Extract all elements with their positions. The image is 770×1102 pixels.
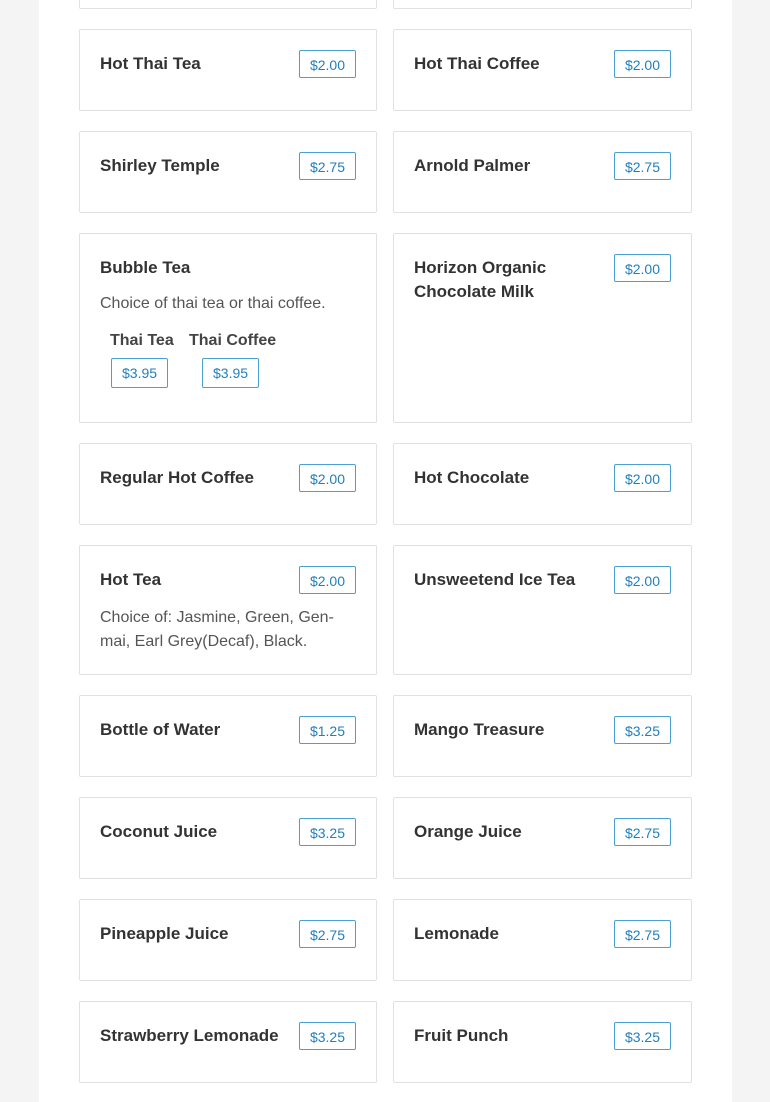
item-name: Regular Hot Coffee	[100, 468, 254, 487]
menu-item-card[interactable]	[393, 233, 692, 423]
menu-item-card[interactable]	[79, 131, 377, 213]
item-name: Coconut Juice	[100, 822, 218, 841]
price-button[interactable]: $2.00	[614, 566, 671, 594]
menu-item-card[interactable]	[393, 899, 692, 981]
option-price-button[interactable]: $3.95	[111, 358, 168, 388]
menu-item-card[interactable]	[393, 1001, 692, 1083]
option-price-button[interactable]: $3.95	[202, 358, 259, 388]
item-name: Horizon Organic Chocolate Milk	[414, 258, 547, 301]
item-name: Mango Treasure	[414, 720, 545, 739]
price-button[interactable]: $3.25	[614, 1022, 671, 1050]
menu-item-card[interactable]	[393, 545, 692, 675]
item-name: Bottle of Water	[100, 720, 221, 739]
price-button[interactable]: $1.25	[299, 716, 356, 744]
item-name: Orange Juice	[414, 822, 522, 841]
price-button[interactable]: $2.00	[299, 464, 356, 492]
menu-item-card[interactable]	[393, 797, 692, 879]
menu-item-card-partial[interactable]	[79, 0, 377, 9]
option-label: Thai Tea	[110, 332, 174, 349]
price-button[interactable]: $3.25	[299, 1022, 356, 1050]
price-button[interactable]: $2.00	[614, 254, 671, 282]
menu-item-card[interactable]	[393, 443, 692, 525]
item-name: Unsweetend Ice Tea	[414, 570, 576, 589]
item-name: Shirley Temple	[100, 156, 220, 175]
menu-item-card[interactable]	[79, 1001, 377, 1083]
item-name: Pineapple Juice	[100, 924, 229, 943]
price-button[interactable]: $2.00	[614, 464, 671, 492]
menu-item-card[interactable]	[79, 29, 377, 111]
item-name: Hot Thai Coffee	[414, 54, 540, 73]
menu-item-card[interactable]	[79, 797, 377, 879]
price-button[interactable]: $3.25	[614, 716, 671, 744]
menu-item-card-partial[interactable]	[393, 0, 692, 9]
item-name: Strawberry Lemonade	[100, 1026, 279, 1045]
menu-item-card[interactable]	[79, 695, 377, 777]
item-name: Hot Tea	[100, 570, 162, 589]
price-button[interactable]: $2.00	[299, 50, 356, 78]
price-button[interactable]: $2.00	[614, 50, 671, 78]
menu-item-card[interactable]	[393, 131, 692, 213]
price-button[interactable]: $3.25	[299, 818, 356, 846]
menu-item-card[interactable]	[79, 545, 377, 675]
item-name: Fruit Punch	[414, 1026, 509, 1045]
item-description: Choice of thai tea or thai coffee.	[100, 295, 326, 312]
item-name: Hot Chocolate	[414, 468, 530, 487]
option-label: Thai Coffee	[189, 332, 277, 349]
menu-item-card[interactable]	[393, 695, 692, 777]
item-name: Bubble Tea	[100, 258, 191, 277]
item-name: Arnold Palmer	[414, 156, 531, 175]
price-button[interactable]: $2.75	[614, 152, 671, 180]
item-name: Lemonade	[414, 924, 500, 943]
item-description: Choice of: Jasmine, Green, Gen-mai, Earl Grey(Decaf), Black.	[100, 609, 334, 650]
menu-item-card[interactable]	[79, 899, 377, 981]
price-button[interactable]: $2.75	[299, 152, 356, 180]
menu-item-card[interactable]	[393, 29, 692, 111]
menu-item-card[interactable]	[79, 443, 377, 525]
price-button[interactable]: $2.75	[614, 920, 671, 948]
menu-item-card[interactable]	[79, 233, 377, 423]
price-button[interactable]: $2.00	[299, 566, 356, 594]
item-name: Hot Thai Tea	[100, 54, 201, 73]
price-button[interactable]: $2.75	[614, 818, 671, 846]
price-button[interactable]: $2.75	[299, 920, 356, 948]
